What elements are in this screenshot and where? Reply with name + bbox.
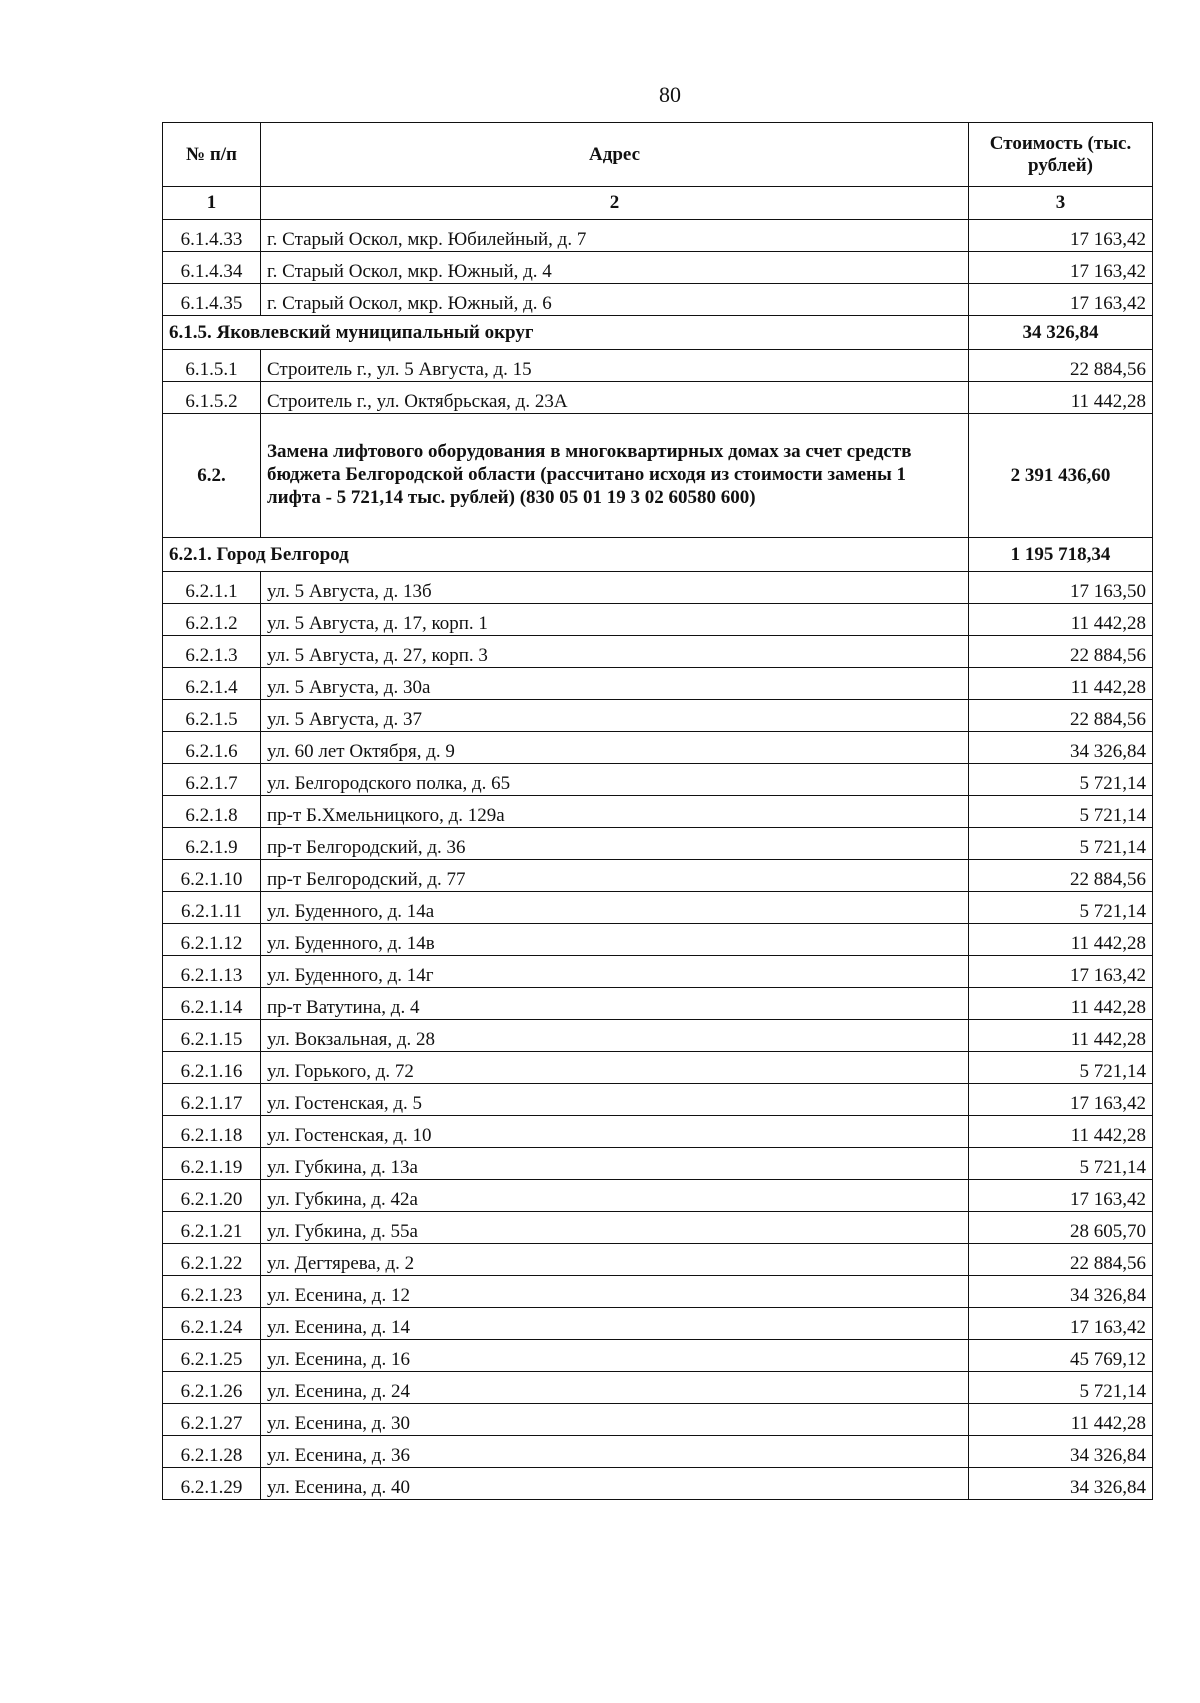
row-number: 6.2.1.15: [163, 1020, 261, 1052]
row-cost: 5 721,14: [969, 1148, 1153, 1180]
row-cost: 22 884,56: [969, 700, 1153, 732]
table-row: [163, 350, 1153, 382]
table-row: [163, 956, 1153, 988]
table-row: [163, 1340, 1153, 1372]
table-row: [163, 1052, 1153, 1084]
table-row: [163, 828, 1153, 860]
row-address: ул. Есенина, д. 24: [261, 1372, 969, 1404]
row-cost: 17 163,50: [969, 572, 1153, 604]
table-row: [163, 1084, 1153, 1116]
table-row: [163, 1116, 1153, 1148]
table-row: [163, 796, 1153, 828]
row-address: ул. Губкина, д. 42а: [261, 1180, 969, 1212]
table-row: [163, 252, 1153, 284]
table-row: [163, 284, 1153, 316]
table-row: [163, 220, 1153, 252]
table-row: [163, 636, 1153, 668]
table-row: [163, 604, 1153, 636]
row-number: 6.2.1.9: [163, 828, 261, 860]
row-cost: 22 884,56: [969, 860, 1153, 892]
row-address: ул. Есенина, д. 30: [261, 1404, 969, 1436]
table-row: [163, 988, 1153, 1020]
table-row: [163, 1276, 1153, 1308]
table-row: [163, 1244, 1153, 1276]
row-number: 6.1.4.34: [163, 252, 261, 284]
table-row: [163, 572, 1153, 604]
row-number: 6.2.1.24: [163, 1308, 261, 1340]
row-address: ул. 5 Августа, д. 13б: [261, 572, 969, 604]
row-cost: 11 442,28: [969, 1116, 1153, 1148]
row-address: ул. Буденного, д. 14г: [261, 956, 969, 988]
table-row: [163, 1372, 1153, 1404]
row-number: 6.2.1.23: [163, 1276, 261, 1308]
row-cost: 5 721,14: [969, 796, 1153, 828]
section-row: [163, 538, 1153, 572]
table-row: [163, 764, 1153, 796]
row-cost: 17 163,42: [969, 1084, 1153, 1116]
row-cost: 17 163,42: [969, 956, 1153, 988]
row-cost: 11 442,28: [969, 1020, 1153, 1052]
table-row: [163, 1212, 1153, 1244]
row-number: 6.2.: [163, 414, 261, 538]
section-title: 6.1.5. Яковлевский муниципальный округ: [163, 316, 969, 350]
section-cost: 34 326,84: [969, 316, 1153, 350]
row-address: пр-т Б.Хмельницкого, д. 129а: [261, 796, 969, 828]
row-address: ул. 60 лет Октября, д. 9: [261, 732, 969, 764]
row-address: ул. Белгородского полка, д. 65: [261, 764, 969, 796]
row-address: ул. Губкина, д. 13а: [261, 1148, 969, 1180]
row-address: ул. 5 Августа, д. 27, корп. 3: [261, 636, 969, 668]
row-address: ул. Есенина, д. 14: [261, 1308, 969, 1340]
row-number: 6.2.1.28: [163, 1436, 261, 1468]
row-address: ул. 5 Августа, д. 30а: [261, 668, 969, 700]
row-number: 6.2.1.22: [163, 1244, 261, 1276]
table-row: [163, 1468, 1153, 1500]
row-cost: 5 721,14: [969, 1372, 1153, 1404]
row-cost: 17 163,42: [969, 1180, 1153, 1212]
header-address: Адрес: [261, 123, 969, 187]
row-number: 6.2.1.1: [163, 572, 261, 604]
row-cost: 11 442,28: [969, 668, 1153, 700]
row-address: Замена лифтового оборудования в многоквартирных домах за счет средств бюджета Белгородской области (рассчитано исходя из стоимости замены 1 лифта - 5 721,14 тыс. рублей) (830 05 01 19 3 02 60580 600): [261, 414, 969, 538]
table-row: [163, 668, 1153, 700]
row-number: 6.2.1.18: [163, 1116, 261, 1148]
row-cost: 17 163,42: [969, 1308, 1153, 1340]
row-address: Строитель г., ул. 5 Августа, д. 15: [261, 350, 969, 382]
column-number-2: 2: [261, 187, 969, 220]
row-number: 6.2.1.4: [163, 668, 261, 700]
table-row: [163, 1180, 1153, 1212]
row-address: г. Старый Оскол, мкр. Южный, д. 6: [261, 284, 969, 316]
row-address: ул. 5 Августа, д. 37: [261, 700, 969, 732]
row-number: 6.2.1.10: [163, 860, 261, 892]
row-cost: 2 391 436,60: [969, 414, 1153, 538]
row-number: 6.2.1.29: [163, 1468, 261, 1500]
row-cost: 5 721,14: [969, 764, 1153, 796]
row-address: ул. Есенина, д. 36: [261, 1436, 969, 1468]
row-address: ул. Буденного, д. 14в: [261, 924, 969, 956]
row-cost: 11 442,28: [969, 604, 1153, 636]
row-address: г. Старый Оскол, мкр. Юбилейный, д. 7: [261, 220, 969, 252]
row-number: 6.2.1.19: [163, 1148, 261, 1180]
column-number-3: 3: [969, 187, 1153, 220]
row-cost: 5 721,14: [969, 828, 1153, 860]
table-row: [163, 1404, 1153, 1436]
group-row: [163, 414, 1153, 538]
row-address: ул. Гостенская, д. 10: [261, 1116, 969, 1148]
row-cost: 45 769,12: [969, 1340, 1153, 1372]
row-address: пр-т Ватутина, д. 4: [261, 988, 969, 1020]
table-row: [163, 1148, 1153, 1180]
row-cost: 22 884,56: [969, 350, 1153, 382]
table-row: [163, 382, 1153, 414]
row-address: ул. Буденного, д. 14а: [261, 892, 969, 924]
row-cost: 11 442,28: [969, 1404, 1153, 1436]
row-cost: 28 605,70: [969, 1212, 1153, 1244]
row-address: ул. Губкина, д. 55а: [261, 1212, 969, 1244]
row-number: 6.2.1.2: [163, 604, 261, 636]
row-address: г. Старый Оскол, мкр. Южный, д. 4: [261, 252, 969, 284]
column-number-1: 1: [163, 187, 261, 220]
row-number: 6.1.5.2: [163, 382, 261, 414]
row-number: 6.2.1.3: [163, 636, 261, 668]
table-row: [163, 860, 1153, 892]
row-number: 6.2.1.17: [163, 1084, 261, 1116]
table-header-row: [163, 123, 1153, 187]
row-number: 6.2.1.25: [163, 1340, 261, 1372]
row-number: 6.1.4.33: [163, 220, 261, 252]
section-cost: 1 195 718,34: [969, 538, 1153, 572]
row-cost: 34 326,84: [969, 1468, 1153, 1500]
row-number: 6.2.1.21: [163, 1212, 261, 1244]
row-address: ул. Есенина, д. 16: [261, 1340, 969, 1372]
row-address: ул. Гостенская, д. 5: [261, 1084, 969, 1116]
row-cost: 17 163,42: [969, 252, 1153, 284]
row-number: 6.2.1.7: [163, 764, 261, 796]
row-cost: 5 721,14: [969, 892, 1153, 924]
row-number: 6.2.1.8: [163, 796, 261, 828]
row-cost: 17 163,42: [969, 284, 1153, 316]
row-cost: 34 326,84: [969, 732, 1153, 764]
row-number: 6.2.1.11: [163, 892, 261, 924]
row-address: ул. 5 Августа, д. 17, корп. 1: [261, 604, 969, 636]
row-number: 6.2.1.20: [163, 1180, 261, 1212]
row-address: пр-т Белгородский, д. 77: [261, 860, 969, 892]
section-title: 6.2.1. Город Белгород: [163, 538, 969, 572]
row-cost: 22 884,56: [969, 636, 1153, 668]
row-cost: 17 163,42: [969, 220, 1153, 252]
table-row: [163, 1436, 1153, 1468]
row-address: ул. Горького, д. 72: [261, 1052, 969, 1084]
row-number: 6.2.1.27: [163, 1404, 261, 1436]
header-cost: Стоимость (тыс. рублей): [969, 123, 1153, 187]
column-numbers-row: [163, 187, 1153, 220]
row-cost: 11 442,28: [969, 988, 1153, 1020]
table-row: [163, 924, 1153, 956]
header-number: № п/п: [163, 123, 261, 187]
row-number: 6.1.4.35: [163, 284, 261, 316]
table-row: [163, 1308, 1153, 1340]
row-address: Строитель г., ул. Октябрьская, д. 23А: [261, 382, 969, 414]
row-address: ул. Есенина, д. 40: [261, 1468, 969, 1500]
table-row: [163, 700, 1153, 732]
row-cost: 22 884,56: [969, 1244, 1153, 1276]
table-row: [163, 892, 1153, 924]
row-address: ул. Есенина, д. 12: [261, 1276, 969, 1308]
row-number: 6.2.1.12: [163, 924, 261, 956]
row-cost: 5 721,14: [969, 1052, 1153, 1084]
table-row: [163, 732, 1153, 764]
row-cost: 34 326,84: [969, 1276, 1153, 1308]
row-number: 6.2.1.5: [163, 700, 261, 732]
row-number: 6.2.1.16: [163, 1052, 261, 1084]
row-number: 6.2.1.14: [163, 988, 261, 1020]
row-cost: 11 442,28: [969, 382, 1153, 414]
row-address: пр-т Белгородский, д. 36: [261, 828, 969, 860]
row-cost: 34 326,84: [969, 1436, 1153, 1468]
row-address: ул. Дегтярева, д. 2: [261, 1244, 969, 1276]
table-row: [163, 1020, 1153, 1052]
cost-table: [162, 122, 1153, 1500]
section-row: [163, 316, 1153, 350]
row-cost: 11 442,28: [969, 924, 1153, 956]
page-number: 80: [659, 82, 681, 107]
row-number: 6.2.1.26: [163, 1372, 261, 1404]
row-number: 6.1.5.1: [163, 350, 261, 382]
row-number: 6.2.1.6: [163, 732, 261, 764]
row-address: ул. Вокзальная, д. 28: [261, 1020, 969, 1052]
row-number: 6.2.1.13: [163, 956, 261, 988]
